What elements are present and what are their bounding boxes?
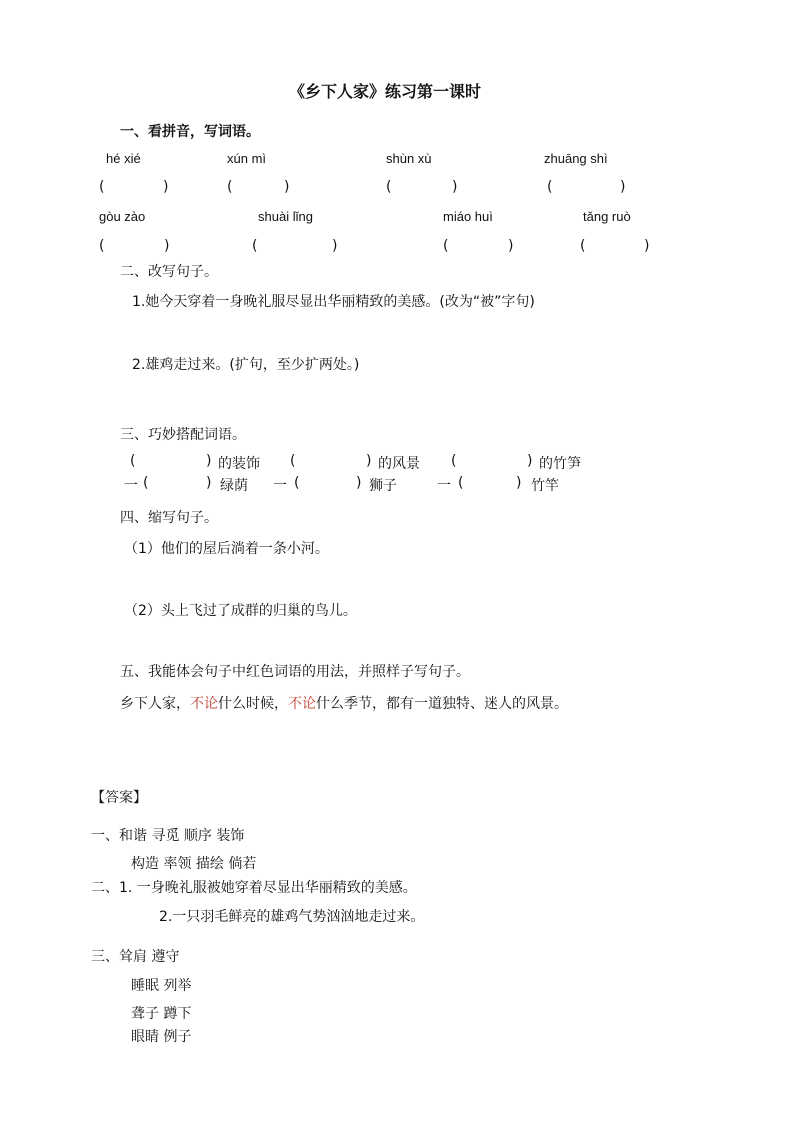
answer-3-line-2: 睡眠 列举	[131, 978, 192, 994]
blank-open: (	[143, 475, 149, 491]
pinyin-tang-ruo: tǎng ruò	[583, 209, 631, 224]
blank-open: (	[547, 179, 553, 195]
red-word: 不论	[190, 696, 218, 712]
blank-open: (	[386, 179, 392, 195]
q2-item-1: 1.她今天穿着一身晚礼服尽显出华丽精致的美感。(改为“被”字句)	[132, 294, 535, 310]
answer-3-line-4: 眼睛 例子	[131, 1029, 192, 1045]
answer-3-line-1: 三、耸肩 遵守	[91, 949, 180, 965]
q4-heading: 四、缩写句子。	[120, 510, 218, 526]
pinyin-miao-hui: miáo huì	[443, 209, 493, 224]
blank-open: (	[443, 238, 449, 254]
collocation-decoration: 的装饰	[218, 456, 260, 472]
measure-prefix: 一	[273, 478, 287, 494]
blank-close: )	[620, 179, 626, 195]
pinyin-gou-zao: gòu zào	[99, 209, 146, 224]
blank-open: (	[580, 238, 586, 254]
blank-close: )	[516, 475, 522, 491]
blank-open: (	[227, 179, 233, 195]
blank-close: )	[527, 453, 533, 469]
blank-close: )	[284, 179, 290, 195]
blank-close: )	[163, 179, 169, 195]
blank-close: )	[644, 238, 650, 254]
blank-open: (	[458, 475, 464, 491]
pinyin-he-xie: hé xié	[106, 151, 141, 166]
collocation-scenery: 的风景	[378, 456, 420, 472]
q5-example-sentence	[120, 693, 568, 713]
blank-open: (	[252, 238, 258, 254]
pinyin-shuai-ling: shuài lǐng	[258, 209, 313, 224]
blank-open: (	[451, 453, 457, 469]
blank-close: )	[332, 238, 338, 254]
blank-close: )	[356, 475, 362, 491]
answer-2-line-1: 二、1. 一身晚礼服被她穿着尽显出华丽精致的美感。	[91, 880, 417, 896]
blank-close: )	[452, 179, 458, 195]
collocation-lion: 狮子	[369, 478, 397, 494]
blank-close: )	[206, 475, 212, 491]
pinyin-shun-xu: shùn xù	[386, 151, 432, 166]
answers-label: 【答案】	[91, 790, 147, 806]
sentence-part: 什么季节，都有一道独特、迷人的风景。	[316, 696, 568, 712]
sentence-part: 什么时候，	[218, 696, 288, 712]
blank-open: (	[290, 453, 296, 469]
pinyin-xun-mi: xún mì	[227, 151, 267, 166]
q2-heading: 二、改写句子。	[120, 264, 218, 280]
answer-2-line-2: 2.一只羽毛鲜亮的雄鸡气势汹汹地走过来。	[159, 909, 425, 925]
collocation-bamboo-shoot: 的竹笋	[539, 456, 581, 472]
answer-3-line-3: 聋子 蹲下	[131, 1006, 192, 1022]
q2-item-2: 2.雄鸡走过来。(扩句，至少扩两处。)	[132, 357, 360, 373]
sentence-part: 乡下人家，	[120, 696, 190, 712]
measure-prefix: 一	[437, 478, 451, 494]
q4-item-1: （1）他们的屋后淌着一条小河。	[124, 541, 329, 557]
q1-heading: 一、看拼音，写词语。	[120, 124, 260, 140]
blank-close: )	[164, 238, 170, 254]
red-word: 不论	[288, 696, 316, 712]
blank-open: (	[99, 238, 105, 254]
blank-close: )	[366, 453, 372, 469]
collocation-bamboo-pole: 竹竿	[531, 478, 559, 494]
answer-1-line-1: 一、和谐 寻觅 顺序 装饰	[91, 828, 245, 844]
q3-heading: 三、巧妙搭配词语。	[120, 427, 246, 443]
measure-prefix: 一	[124, 478, 138, 494]
collocation-shade: 绿荫	[220, 478, 248, 494]
blank-open: (	[99, 179, 105, 195]
blank-close: )	[206, 453, 212, 469]
q4-item-2: （2）头上飞过了成群的归巢的鸟儿。	[124, 603, 357, 619]
page-title: 《乡下人家》练习第一课时	[289, 82, 482, 101]
pinyin-zhuang-shi: zhuāng shì	[544, 151, 608, 166]
answer-1-line-2: 构造 率领 描绘 倘若	[131, 856, 257, 872]
blank-open: (	[130, 453, 136, 469]
q5-heading: 五、我能体会句子中红色词语的用法，并照样子写句子。	[120, 664, 470, 680]
blank-close: )	[508, 238, 514, 254]
blank-open: (	[294, 475, 300, 491]
